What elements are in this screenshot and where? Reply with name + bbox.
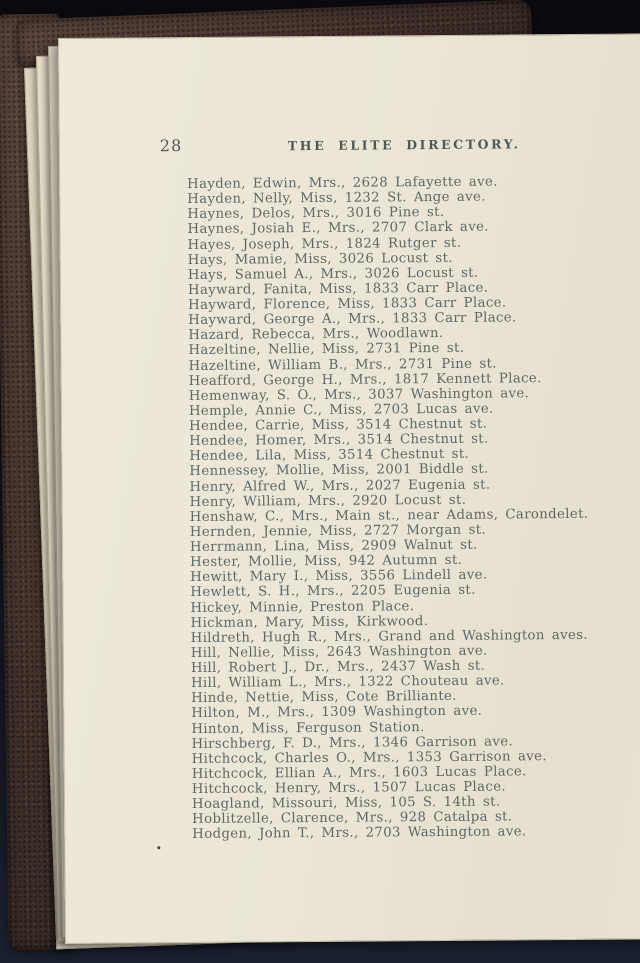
- directory-entry: Hirschberg, F. D., Mrs., 1346 Garrison ave.: [191, 734, 514, 752]
- directory-entry: Hildreth, Hugh R., Mrs., Grand and Washington aves.: [190, 627, 589, 646]
- directory-entry: Hayden, Nelly, Miss, 1232 St. Ange ave.: [187, 189, 486, 208]
- directory-entry: Hitchcock, Ellian A., Mrs., 1603 Lucas Place.: [191, 764, 527, 782]
- page-title: THE ELITE DIRECTORY.: [287, 136, 521, 154]
- directory-entry: Henshaw, C., Mrs., Main st., near Adams, Carondelet.: [189, 506, 589, 525]
- directory-entry: Hayward, Fanita, Miss, 1833 Carr Place.: [187, 280, 489, 298]
- directory-entry: Hayward, George A., Mrs., 1833 Carr Place.: [188, 310, 517, 329]
- directory-entry: Hendee, Homer, Mrs., 3514 Chestnut st.: [189, 431, 489, 450]
- directory-page: [58, 33, 640, 944]
- directory-entries: [187, 173, 640, 842]
- page-header: [60, 132, 640, 159]
- directory-entry: Hayes, Joseph, Mrs., 1824 Rutger st.: [187, 235, 462, 253]
- directory-entry: Hoblitzelle, Clarence, Mrs., 928 Catalpa st.: [192, 809, 513, 828]
- directory-entry: Hill, Robert J., Dr., Mrs., 2437 Wash st.: [190, 658, 486, 676]
- directory-entry: Hinde, Nettie, Miss, Cote Brilliante.: [191, 689, 457, 707]
- directory-entry: Hodgen, John T., Mrs., 2703 Washington ave.: [192, 824, 527, 843]
- directory-entry: Hemenway, S. O., Mrs., 3037 Washington ave.: [188, 386, 530, 404]
- directory-entry: Hickman, Mary, Miss, Kirkwood.: [190, 613, 429, 631]
- directory-entry: Heafford, George H., Mrs., 1817 Kennett Place.: [188, 370, 542, 389]
- directory-entry: Hazard, Rebecca, Mrs., Woodlawn.: [188, 326, 444, 344]
- directory-entry: Hoagland, Missouri, Miss, 105 S. 14th st.: [191, 794, 501, 813]
- directory-entry: Hemple, Annie C., Miss, 2703 Lucas ave.: [188, 401, 494, 419]
- directory-entry: Hinton, Miss, Ferguson Station.: [191, 719, 425, 737]
- directory-entry: Haynes, Josiah E., Mrs., 2707 Clark ave.: [187, 219, 489, 238]
- directory-entry: Hayward, Florence, Miss, 1833 Carr Place.: [188, 295, 507, 313]
- directory-entry: Hill, Nellie, Miss, 2643 Washington ave.: [190, 643, 488, 661]
- directory-entry: Hitchcock, Henry, Mrs., 1507 Lucas Place.: [191, 779, 507, 797]
- directory-entry: Hendee, Carrie, Miss, 3514 Chestnut st.: [188, 416, 488, 434]
- directory-entry: Hays, Mamie, Miss, 3026 Locust st.: [187, 250, 453, 268]
- directory-entry: Hayden, Edwin, Mrs., 2628 Lafayette ave.: [187, 174, 498, 192]
- directory-entry: Hennessey, Mollie, Miss, 2001 Biddle st.: [189, 462, 489, 480]
- directory-entry: Hewitt, Mary I., Miss, 3556 Lindell ave.: [190, 567, 488, 586]
- directory-entry: Hernden, Jennie, Miss, 2727 Morgan st.: [189, 522, 487, 540]
- directory-entry: Hitchcock, Charles O., Mrs., 1353 Garrison ave.: [191, 748, 547, 767]
- directory-entry: Hill, William L., Mrs., 1322 Chouteau ave.: [191, 673, 505, 692]
- directory-entry: Hazeltine, William B., Mrs., 2731 Pine st.: [188, 356, 497, 374]
- directory-entry: Hazeltine, Nellie, Miss, 2731 Pine st.: [188, 341, 465, 359]
- directory-entry: Herrmann, Lina, Miss, 2909 Walnut st.: [189, 537, 478, 555]
- directory-entry: Hester, Mollie, Miss, 942 Autumn st.: [190, 552, 463, 571]
- directory-entry: Haynes, Delos, Mrs., 3016 Pine st.: [187, 205, 445, 223]
- page-number: 28: [159, 136, 183, 156]
- directory-entry: Henry, William, Mrs., 2920 Locust st.: [189, 492, 467, 510]
- directory-entry: Hilton, M., Mrs., 1309 Washington ave.: [191, 704, 483, 722]
- ink-speck: [157, 846, 160, 849]
- directory-entry: Hewlett, S. H., Mrs., 2205 Eugenia st.: [190, 583, 476, 601]
- directory-entry: Hendee, Lila, Miss, 3514 Chestnut st.: [189, 447, 470, 465]
- directory-entry: Henry, Alfred W., Mrs., 2027 Eugenia st.: [189, 477, 491, 495]
- directory-entry: Hays, Samuel A., Mrs., 3026 Locust st.: [187, 265, 479, 283]
- directory-entry: Hickey, Minnie, Preston Place.: [190, 598, 415, 616]
